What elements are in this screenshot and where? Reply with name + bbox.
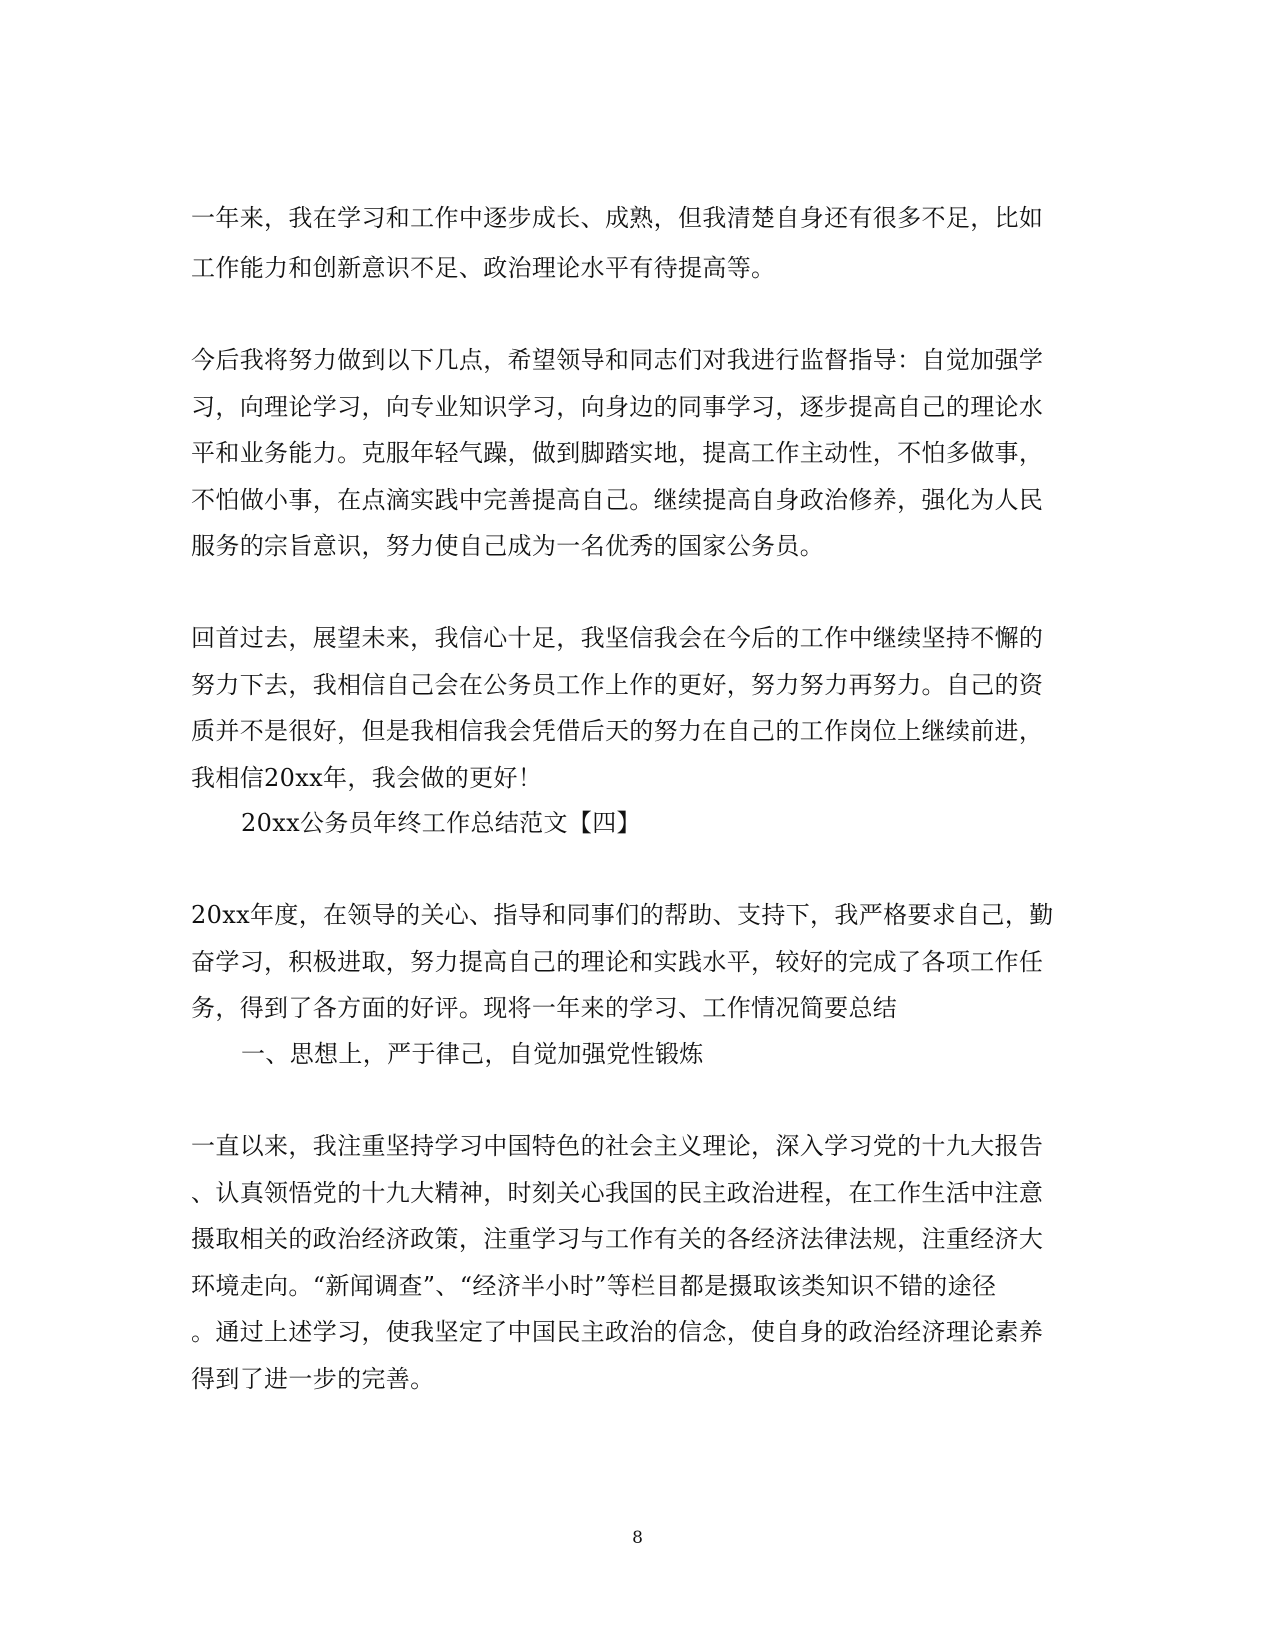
section-heading: 20xx公务员年终工作总结范文【四】 — [241, 809, 641, 837]
paragraph-line: 回首过去，展望未来，我信心十足，我坚信我会在今后的工作中继续坚持不懈的 — [191, 624, 1044, 652]
paragraph-line: 工作能力和创新意识不足、政治理论水平有待提高等。 — [191, 254, 776, 282]
paragraph-line: 服务的宗旨意识，努力使自己成为一名优秀的国家公务员。 — [191, 532, 825, 560]
paragraph-line: 一年来，我在学习和工作中逐步成长、成熟，但我清楚自身还有很多不足，比如 — [191, 204, 1044, 232]
paragraph-line: 质并不是很好，但是我相信我会凭借后天的努力在自己的工作岗位上继续前进， — [191, 717, 1044, 745]
page-number: 8 — [632, 1528, 643, 1548]
paragraph-line: 平和业务能力。克服年轻气躁，做到脚踏实地，提高工作主动性，不怕多做事， — [191, 439, 1044, 467]
paragraph-line: 今后我将努力做到以下几点，希望领导和同志们对我进行监督指导：自觉加强学 — [191, 346, 1044, 374]
paragraph-line: 摄取相关的政治经济政策，注重学习与工作有关的各经济法律法规，注重经济大 — [191, 1225, 1044, 1253]
paragraph-line: 习，向理论学习，向专业知识学习，向身边的同事学习，逐步提高自己的理论水 — [191, 393, 1044, 421]
subsection-heading: 一、思想上，严于律己，自觉加强党性锻炼 — [241, 1040, 704, 1068]
paragraph-line: 一直以来，我注重坚持学习中国特色的社会主义理论，深入学习党的十九大报告 — [191, 1132, 1044, 1160]
paragraph-line: 不怕做小事，在点滴实践中完善提高自己。继续提高自身政治修养，强化为人民 — [191, 486, 1044, 514]
paragraph-line: 努力下去，我相信自己会在公务员工作上作的更好，努力努力再努力。自己的资 — [191, 671, 1044, 699]
paragraph-line: 。通过上述学习，使我坚定了中国民主政治的信念，使自身的政治经济理论素养 — [191, 1318, 1044, 1346]
paragraph-line: 务，得到了各方面的好评。现将一年来的学习、工作情况简要总结 — [191, 994, 898, 1022]
paragraph-line: 得到了进一步的完善。 — [191, 1365, 435, 1393]
paragraph-line: 环境走向。“新闻调查”、“经济半小时”等栏目都是摄取该类知识不错的途径 — [191, 1272, 997, 1300]
paragraph-line: 、认真领悟党的十九大精神，时刻关心我国的民主政治进程，在工作生活中注意 — [191, 1179, 1044, 1207]
paragraph-line: 我相信20xx年，我会做的更好！ — [191, 764, 543, 792]
paragraph-line: 20xx年度，在领导的关心、指导和同事们的帮助、支持下，我严格要求自己，勤 — [191, 901, 1054, 929]
paragraph-line: 奋学习，积极进取，努力提高自己的理论和实践水平，较好的完成了各项工作任 — [191, 948, 1044, 976]
